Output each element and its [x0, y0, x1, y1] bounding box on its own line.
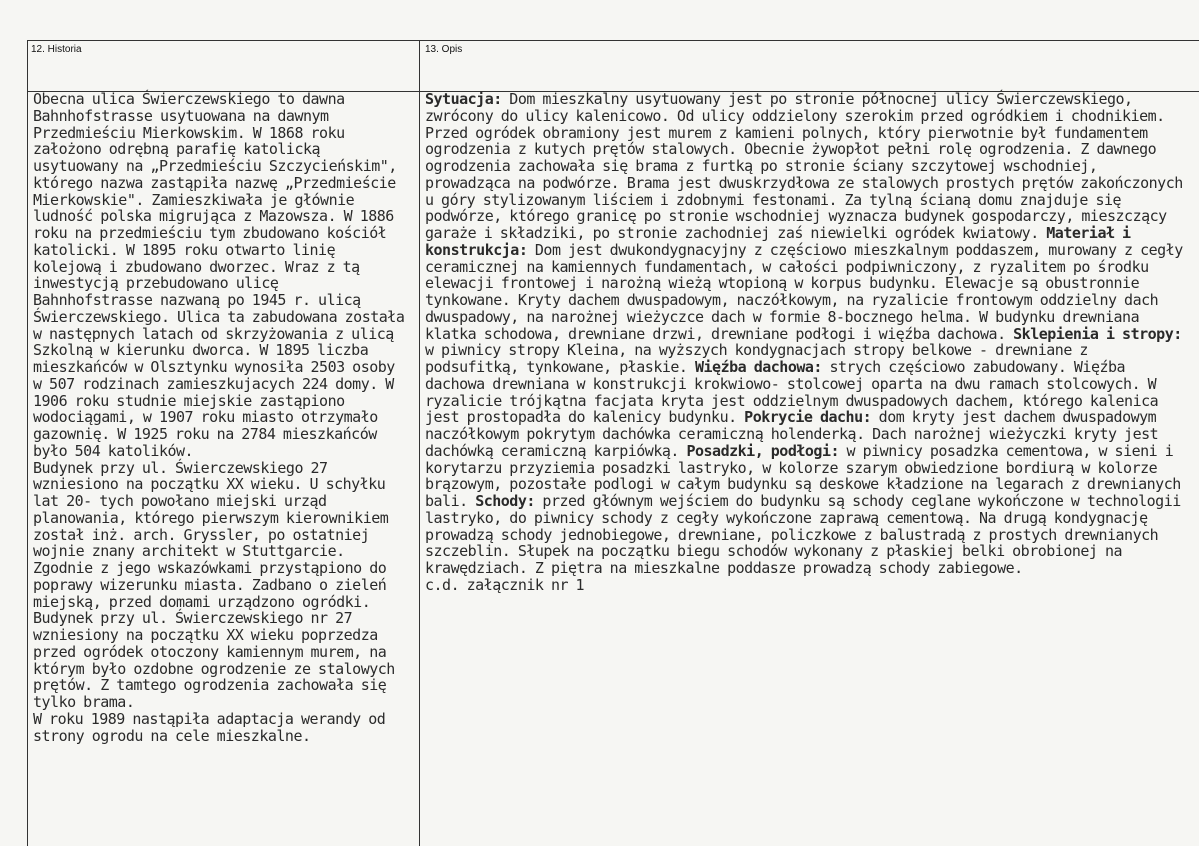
history-paragraph: Budynek przy ul. Świerczewskiego 27 wzniesiono na początku XX wieku. U schyłku lat 20- tych powołano miejski urząd planowania, którego pierwszym kierownikiem został inż. arch. Gryssler, po ostatniej wojnie znany architekt w Stuttgarcie. Zgodnie z jego wskazówkami przystąpiono do poprawy wizerunku miasta. Zadbano o zieleń miejską, przed domami urządzono ogródki. Budynek przy ul. Świerczewskiego nr 27 wzniesiony na początku XX wieku poprzedza przed ogródek otoczony kamiennym murem, na którym było ozdobne ogrodzenie ze stalowych prętów. Z tamtego ogrodzenia zachowała się tylko brama.: [33, 458, 395, 711]
history-paragraph: Obecna ulica Świerczewskiego to dawna Bahnhofstrasse usytuowana na dawnym Przedmieściu Mierkowskim. W 1868 roku założono odrębną parafię katolicką usytuowany na „Przedmieściu Szczycieńskim", którego nazwa zastąpiła nazwę „Przedmieście Mierkowskie". Zamieszkiwała je głównie ludność polska migrująca z Mazowsza. W 1886 roku na przedmieściu tym zbudowano kościół katolicki. W 1895 roku otwarto linię kolejową i zbudowano dworzec. Wraz z tą inwestycją przebudowano ulicę Bahnhofstrasse nazwaną po 1945 r. ulicą Świerczewskiego. Ulica ta zabudowana została w następnych latach od skrzyżowania z ulicą Szkolną w kierunku dworca. W 1895 liczba mieszkańców w Olsztynku wynosiła 2503 osoby w 507 rodzinach zamieszkujacych 224 domy. W 1906 roku studnie miejskie zastąpiono wodociągami, w 1907 roku miasto otrzymało gazownię. W 1925 roku na 2784 mieszkańców było 504 katolików.: [33, 90, 405, 460]
section-text: dom kryty jest dachem dwuspadowym naczółkowym pokrytym dachówka ceramiczną holenderką. Dach narożnej wieżyczki kryty jest dachówką ceramiczną karpiówką.: [425, 408, 1159, 460]
section-heading: Materiał i konstrukcja:: [425, 224, 1131, 259]
section-text: Dom mieszkalny usytuowany jest po stronie północnej ulicy Świerczewskiego, zwrócony do ulicy kalenicowo. Od ulicy oddzielony szerokim przed ogródkiem i chodnikiem. Przed ogródek obramiony jest murem z kamieni polnych, który pierwotnie był fundamentem ogrodzenia z kutych prętów stalowych. Obecnie żywopłot pełni rolę ogrodzenia. Z dawnego ogrodzenia zachowała się brama z furtką po stronie ściany szczytowej wschodniej, prowadząca na podwórze. Brama jest dwuskrzydłowa ze stalowych prostych prętów zakończonych u góry stylizowanym liściem i zdobnymi festonami. Za tylną ścianą domu znajduje się podwórze, którego granicę po stronie wschodniej wyznacza budynek gospodarczy, mieszczący garaże i składziki, po stronie zachodniej zaś niewielki ogródek kwiatowy.: [425, 90, 1183, 242]
section-heading: Sytuacja:: [425, 90, 502, 108]
description-text: [425, 91, 1185, 594]
description-footer: c.d. załącznik nr 1: [425, 575, 585, 594]
section-heading: Więźba dachowa:: [694, 358, 822, 376]
section-text: Dom jest dwukondygnacyjny z częściowo mieszkalnym poddaszem, murowany z cegły ceramicznej na kamiennych fundamentach, w całości podpiwniczony, z ryzalitem po środku elewacji frontowej i narożną wieżą wtopioną w korpus budynku. Elewacje są obustronnie tynkowane. Kryty dachem dwuspadowym, naczółkowym, na ryzalicie frontowym oddzielny dach dwuspadowy, na narożnej wieżyczce dach w formie 8-bocznego helma. W budynku drewniana klatka schodowa, drewniane drzwi, drewniane podłogi i więźba dachowa.: [425, 240, 1183, 343]
top-border: [27, 40, 1199, 41]
description-header: 13. Opis: [425, 44, 463, 55]
history-text: [33, 91, 405, 744]
column-divider: [419, 40, 420, 846]
section-text: przed głównym wejściem do budynku są schody ceglane wykończone w technologii lastryko, do piwnicy schody z cegły wykończone zaprawą cementową. Na drugą kondygnację prowadzą schody jednobiegowe, drewniane, policzkowe z balustradą z prostych drewnianych szczeblin. Słupek na początku biegu schodów wykonany z płaskiej belki obrobionej na krawędziach. Z piętra na mieszkalne poddasze prowadzą schody zabiegowe.: [425, 492, 1181, 577]
left-border: [27, 40, 28, 846]
section-heading: Sklepienia i stropy:: [1013, 324, 1182, 343]
section-text: strych częściowo zabudowany. Więźba dachowa drewniana w konstrukcji krokwiowo- stolcowej oparta na dwu ramach stolcowych. W ryzalicie trójkątna facjata kryta jest oddzielnym dwuspadowych dachem, którego kalenica jest prostopadła do kalenicy budynku.: [425, 358, 1159, 427]
section-text: w piwnicy stropy Kleina, na wyższych kondygnacjach stropy belkowe - drewniane z podsufitką, tynkowane, płaskie.: [425, 341, 1088, 376]
section-heading: Posadzki, podłogi:: [686, 441, 840, 460]
history-header: 12. Historia: [31, 44, 82, 55]
history-paragraph: W roku 1989 nastąpiła adaptacja werandy od strony ogrodu na cele mieszkalne.: [33, 709, 386, 745]
description-body: [425, 91, 1185, 577]
section-text: w piwnicy posadzka cementowa, w sieni i korytarzu przyziemia posadzki lastryko, w kolorze szarym obwiedzione bordiurą w kolorze brązowym, pozostałe podlogi w całym budynku są deskowe kładzione na legarach z drewnianych bali.: [425, 441, 1181, 510]
section-heading: Pokrycie dachu:: [744, 408, 872, 427]
section-heading: Schody:: [475, 492, 535, 510]
